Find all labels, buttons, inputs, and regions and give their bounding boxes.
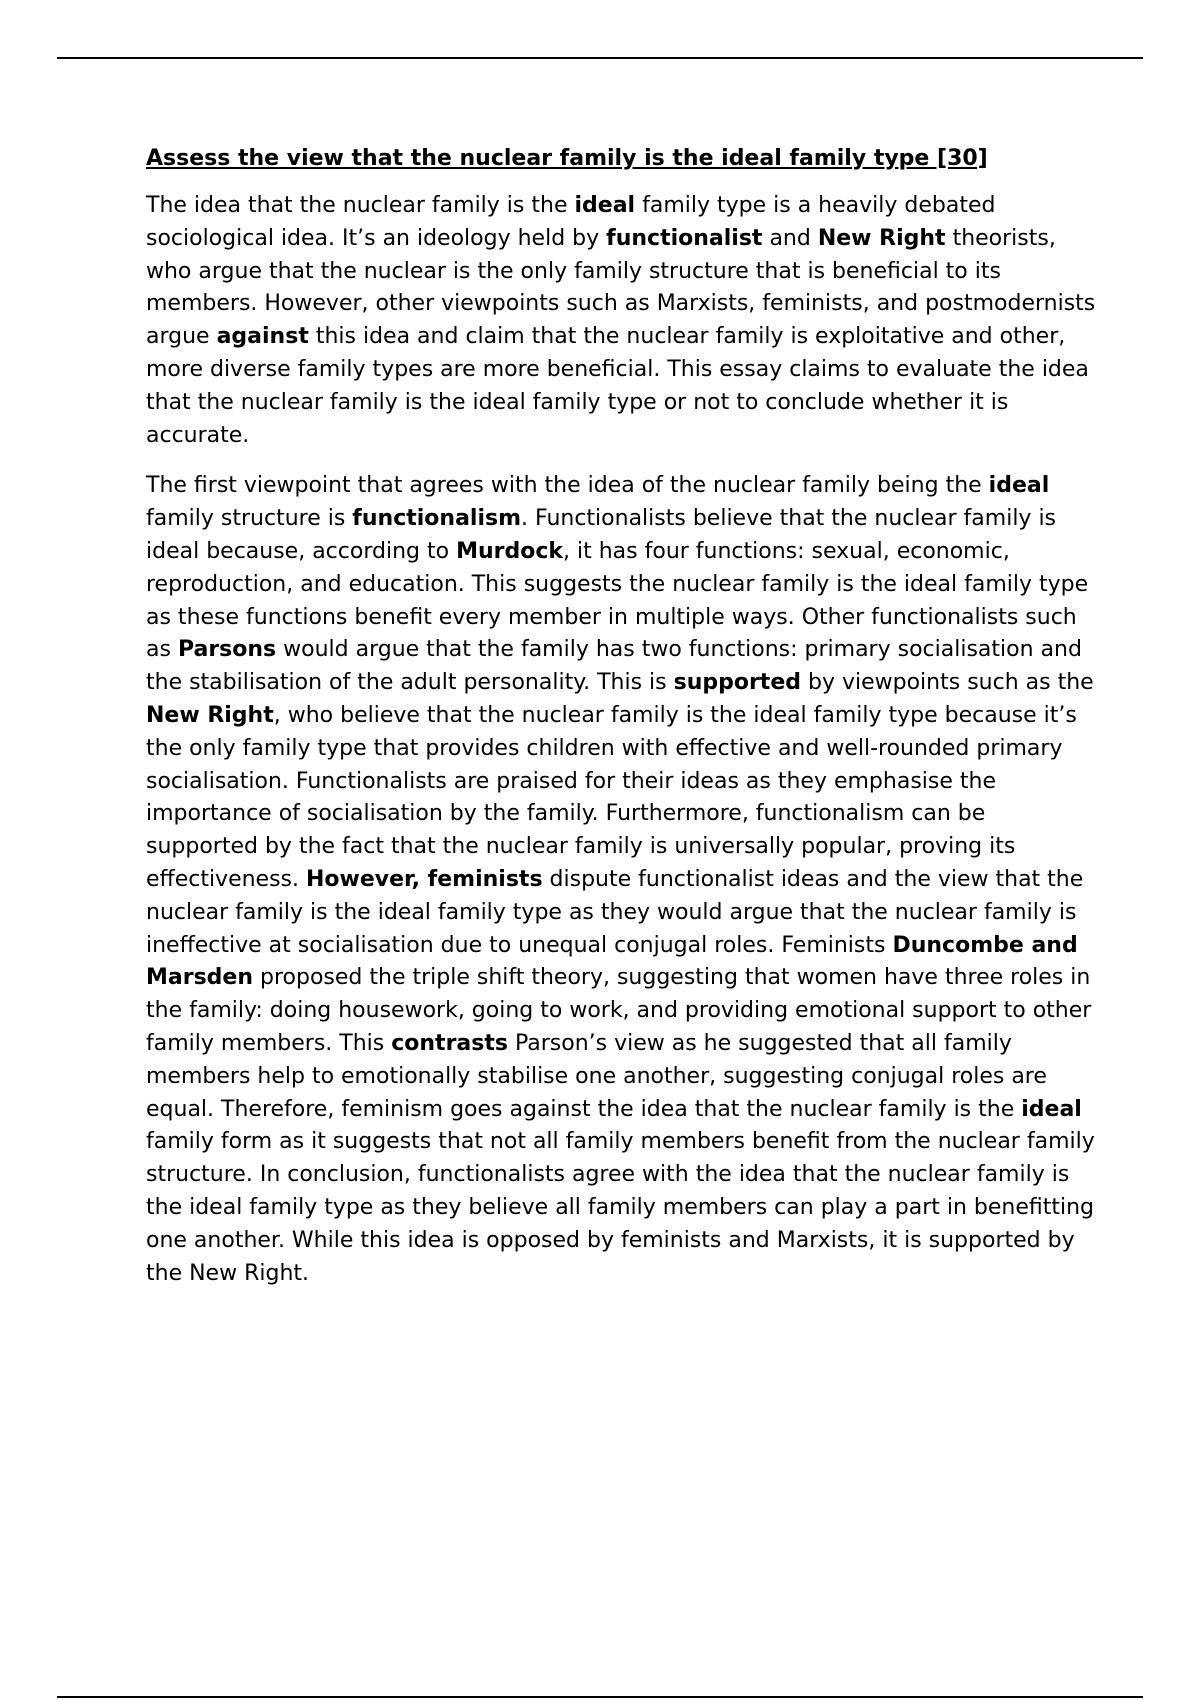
text-run: . Functionalists believe that the nuclear family is ideal because, according to (146, 506, 1057, 564)
text-run: and (762, 225, 818, 251)
text-run: , who believe that the nuclear family is the ideal family type because it’s the only family type that provides children with effective and well-rounded primary socialisation. Functionalists are praised for their ideas as they emphasise the importance of socialisation by the family. Furthermore, functionalism can be supported by the fact that the nuclear family is universally popular, proving its effectiveness. (146, 702, 1077, 892)
bold-run: ideal (574, 193, 636, 218)
bold-run: ideal (988, 473, 1050, 499)
text-run: The first viewpoint that agrees with the idea of the nuclear family being the (146, 473, 989, 499)
document-title: Assess the view that the nuclear family is the ideal family type [30] (146, 146, 988, 171)
bold-run: Murdock (456, 538, 564, 564)
text-run: The idea that the nuclear family is the (146, 193, 575, 218)
bold-run: New Right (817, 225, 946, 251)
footer-rule (57, 1696, 1143, 1698)
text-run: family structure is (146, 506, 353, 532)
text-run: would argue that the family has two functions: primary socialisation and the stabilisation of the adult personality. This is (146, 637, 1082, 696)
bold-run: ideal (1021, 1096, 1082, 1122)
bold-run: functionalism (352, 506, 522, 532)
paragraph-intro (146, 190, 1096, 452)
document-body (146, 143, 1096, 1308)
text-run: this idea and claim that the nuclear family is exploitative and other, more diverse family types are more beneficial. This essay claims to evaluate the idea that the nuclear family is the ideal family type or not to conclude whether it is accurate. (146, 324, 1089, 448)
bold-run: contrasts (391, 1030, 508, 1056)
text-run: dispute functionalist ideas and the view that the nuclear family is the ideal family type as they would argue that the nuclear family is ineffective at socialisation due to unequal conjugal roles. Feminists (146, 866, 1084, 958)
bold-run: Parsons (177, 637, 277, 663)
text-run: Parson’s view as he suggested that all family members help to emotionally stabilise one another, suggesting conjugal roles are equal. Therefore, feminism goes against the idea that the nuclear family is the (146, 1030, 1047, 1122)
text-run: by viewpoints such as the (801, 670, 1094, 696)
header-rule (57, 57, 1143, 59)
bold-run: However, feminists (306, 866, 543, 892)
bold-run: against (216, 324, 309, 350)
bold-run: New Right (146, 702, 274, 728)
text-run: theorists, who argue that the nuclear is the only family structure that is beneficial to its members. However, other viewpoints such as Marxists, feminists, and postmodernists argue (146, 225, 1096, 350)
paragraph-functionalism (146, 470, 1096, 1290)
text-run: proposed the triple shift theory, suggesting that women have three roles in the family: doing housework, going to work, and providing emotional support to other family members. This (146, 965, 1092, 1056)
bold-run: supported (673, 670, 801, 696)
bold-run: Duncombe and Marsden (146, 932, 1078, 991)
text-run: , it has four functions: sexual, economic, reproduction, and education. This suggests the nuclear family is the ideal family type as these functions benefit every member in multiple ways. Other functionalists such as (146, 538, 1089, 663)
text-run: family form as it suggests that not all family members benefit from the nuclear family structure. In conclusion, functionalists agree with the idea that the nuclear family is the ideal family type as they believe all family members can play a part in benefitting one another. While this idea is opposed by feminists and Marxists, it is supported by the New Right. (146, 1129, 1095, 1286)
bold-run: functionalist (606, 225, 763, 251)
text-run: family type is a heavily debated sociological idea. It’s an ideology held by (146, 193, 996, 251)
